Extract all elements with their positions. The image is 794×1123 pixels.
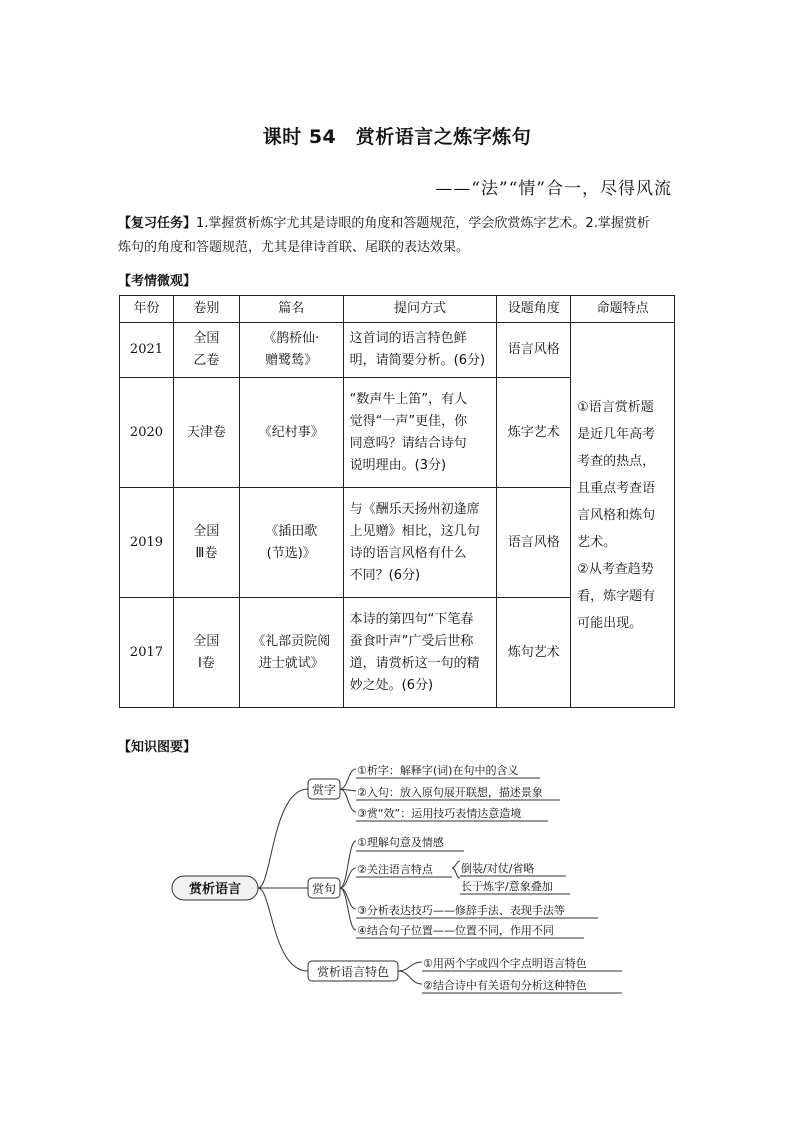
cell-angle: 炼句艺术	[497, 598, 571, 708]
cell-paper: 全国 Ⅰ卷	[173, 598, 239, 708]
cell-paper: 全国 乙卷	[173, 323, 239, 378]
mindmap-root: 赏析语言	[188, 882, 242, 897]
mindmap-item: ②关注语言特点	[357, 863, 433, 876]
cell-title: 《纪村事》	[239, 378, 343, 488]
cell-feature: ①语言赏析题 是近几年高考 考查的热点， 且重点考查语 言风格和炼句 艺术。 ②从考查趋势 看，炼字题有 可能出现。	[571, 323, 675, 708]
branch-label-sentence: 赏句	[311, 882, 337, 896]
header-question: 提问方式	[343, 296, 497, 323]
mindmap-item: ①理解句意及情感	[357, 836, 444, 849]
cell-title: 《礼部贡院阅 进士就试》	[239, 598, 343, 708]
header-title: 篇名	[239, 296, 343, 323]
mindmap-item: ②入句：放入原句展开联想，描述景象	[357, 786, 543, 799]
branch-label-word: 赏字	[311, 783, 337, 797]
connector-line	[258, 789, 308, 888]
page-title: 课时 54 赏析语言之炼字炼句	[262, 126, 532, 148]
mindmap-item: ②结合诗中有关语句分析这种特色	[423, 979, 587, 992]
mindmap-subitem: 倒装/对仗/省略	[461, 862, 535, 875]
header-angle: 设题角度	[497, 296, 571, 323]
page-subtitle: ——“法”“情”合一，尽得风流	[435, 179, 672, 199]
review-line-1: 1.掌握赏析炼字尤其是诗眼的角度和答题规范，学会欣赏炼字艺术。2.掌握赏析	[196, 216, 650, 231]
review-tag: 【复习任务】	[118, 216, 197, 231]
cell-question: 本诗的第四句“下笔春 蚕食叶声”广受后世称 道，请赏析这一句的精 妙之处。(6分)	[343, 598, 497, 708]
cell-year: 2017	[120, 598, 174, 708]
connector-line	[452, 861, 460, 868]
cell-angle: 语言风格	[497, 323, 571, 378]
connector-line	[398, 971, 422, 984]
connector-line	[340, 841, 356, 888]
exam-section-label: 【考情微观】	[118, 274, 197, 289]
connector-line	[398, 962, 422, 971]
knowledge-section-label: 【知识图要】	[118, 740, 197, 755]
connector-line	[258, 888, 308, 971]
cell-paper: 天津卷	[173, 378, 239, 488]
connector-line	[340, 789, 356, 812]
cell-question: “数声牛上笛”，有人 觉得“一声”更佳，你 同意吗？请结合诗句 说明理由。(3分)	[343, 378, 497, 488]
cell-paper: 全国 Ⅲ卷	[173, 488, 239, 598]
mindmap-subitem: 长于炼字/意象叠加	[461, 880, 553, 893]
connector-line	[340, 769, 356, 789]
mindmap-item: ④结合句子位置——位置不同，作用不同	[357, 924, 554, 937]
mindmap-item: ③赏“效”：运用技巧表情达意造境	[357, 807, 522, 820]
branch-label-style: 赏析语言特色	[316, 965, 390, 979]
cell-year: 2020	[120, 378, 174, 488]
cell-question: 与《酬乐天扬州初逢席 上见赠》相比，这几句 诗的语言风格有什么 不同？(6分)	[343, 488, 497, 598]
mindmap-item: ③分析表达技巧——修辞手法、表现手法等	[357, 904, 565, 917]
cell-question: 这首词的语言特色鲜 明，请简要分析。(6分)	[343, 323, 497, 378]
connector-line	[340, 888, 356, 909]
cell-title: 《鹊桥仙· 赠鹭鸶》	[239, 323, 343, 378]
header-feature: 命题特点	[571, 296, 675, 323]
header-year: 年份	[120, 296, 174, 323]
mindmap-item: ①析字：解释字(词)在句中的含义	[357, 764, 519, 777]
mindmap-item: ①用两个字或四个字点明语言特色	[423, 957, 587, 970]
cell-title: 《插田歌 (节选)》	[239, 488, 343, 598]
cell-year: 2021	[120, 323, 174, 378]
review-line-2: 炼句的角度和答题规范，尤其是律诗首联、尾联的表达效果。	[118, 240, 470, 255]
header-paper: 卷别	[173, 296, 239, 323]
cell-year: 2019	[120, 488, 174, 598]
connector-line	[340, 888, 356, 930]
cell-angle: 炼字艺术	[497, 378, 571, 488]
connector-line	[452, 868, 460, 878]
cell-angle: 语言风格	[497, 488, 571, 598]
